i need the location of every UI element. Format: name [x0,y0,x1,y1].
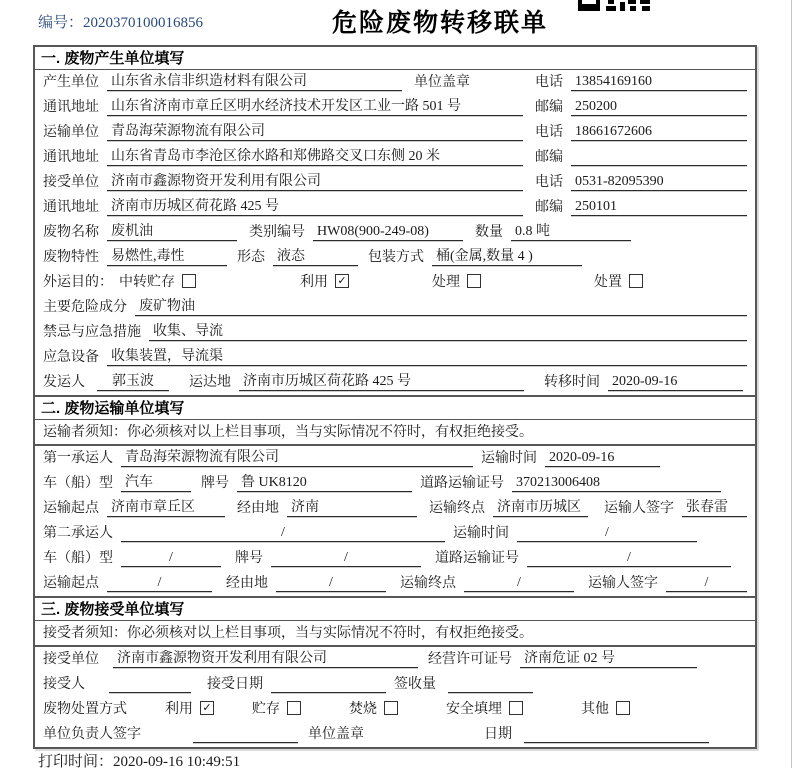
receiver-value: 济南市鑫源物资开发利用有限公司 [107,173,523,191]
plate1-value: 鲁 UK8120 [237,474,412,492]
row-equipment [35,345,755,370]
section-receiver [35,596,755,747]
via2-label: 经由地 [226,576,268,591]
carrier1-label: 第一承运人 [43,451,113,466]
disposal-option-other [581,698,630,718]
carrier2-time-value: / [517,524,697,542]
terminal2-value: / [464,574,574,592]
permit-value: 济南危证 02 号 [520,650,697,668]
packing-label: 包装方式 [368,250,424,265]
hazard-label: 主要危险成分 [43,300,127,315]
terminal1-value: 济南市历城区 [493,499,588,517]
character-label: 废物特性 [43,250,99,265]
row-receiver-address [35,195,755,220]
row-vehicle2 [35,546,755,571]
accept-date-value [271,676,386,693]
transporter-label: 运输单位 [43,125,99,140]
producer-address-label: 通讯地址 [43,100,99,115]
row-route2 [35,571,755,596]
origin2-label: 运输起点 [43,576,99,591]
packing-value: 桶(金属,数量 4 ) [432,248,582,266]
disposal-option-label: 安全填埋 [446,702,502,717]
via2-value: / [276,574,386,592]
receiver-label: 接受单位 [43,175,99,190]
checkbox-icon [467,274,481,288]
transporter-zip-value [571,149,747,166]
receiver-address-value: 济南市历城区荷花路 425 号 [107,198,523,216]
checkbox-icon [616,701,630,715]
permit-label: 经营许可证号 [428,652,512,667]
purpose-option-utilize [300,271,349,291]
producer-phone-label: 电话 [535,75,563,90]
section-producer-header: 一. 废物产生单位填写 [35,47,755,70]
print-time-line [38,750,240,768]
print-time-label: 打印时间： [38,754,114,768]
manifest-form-table [33,45,757,749]
section-receiver-header: 三. 废物接受单位填写 [35,598,755,621]
form-value: 液态 [273,248,358,266]
receiver-notice-text: 接受者须知：你必须核对以上栏目事项，当与实际情况不符时，有权拒绝接受。 [43,626,533,641]
purpose-option-dispose [594,271,643,291]
checkbox-icon [182,274,196,288]
section-transporter-header: 二. 废物运输单位填写 [35,397,755,420]
purpose-option-label: 中转贮存 [119,275,175,290]
accept-unit-label: 接受单位 [43,652,99,667]
checkbox-checked-icon: ✓ [335,274,349,288]
transfer-time-value: 2020-09-16 [608,373,743,391]
date-label: 日期 [484,727,512,742]
section-transporter [35,395,755,596]
carrier2-value: / [121,524,445,542]
head-sign-value [193,726,298,743]
row-disposal [35,697,755,722]
origin-label: 运输起点 [43,501,99,516]
transporter-notice-text: 运输者须知：你必须核对以上栏目事项，当与实际情况不符时，有权拒绝接受。 [43,425,533,440]
emergency-value: 收集、导流 [149,323,747,341]
license-label: 道路运输证号 [420,476,504,491]
sign-qty-value [448,676,533,693]
section-producer [35,47,755,395]
acceptor-value [109,676,191,693]
disposal-option-label: 焚烧 [349,702,377,717]
signature2-value: / [666,574,747,592]
destination-label: 运达地 [189,375,231,390]
unit-seal-label: 单位盖章 [308,727,364,742]
disposal-option-utilize [165,698,214,718]
category-label: 类别编号 [249,225,305,240]
producer-zip-value: 250200 [571,98,747,116]
row-receiver [35,170,755,195]
origin2-value: / [107,574,212,592]
receiver-zip-label: 邮编 [535,200,563,215]
signature-label: 运输人签字 [604,501,674,516]
row-producer-address [35,95,755,120]
signature2-label: 运输人签字 [588,576,658,591]
transport-time2-label: 运输时间 [453,526,509,541]
waste-name-label: 废物名称 [43,225,99,240]
row-producer [35,70,755,95]
page-edge-divider [791,0,792,768]
transporter-phone-value: 18661672606 [571,123,747,141]
sign-qty-label: 签收量 [394,677,436,692]
destination-value: 济南市历城区荷花路 425 号 [239,373,524,391]
quantity-label: 数量 [475,225,503,240]
transporter-address-value: 山东省青岛市李沧区徐水路和郑佛路交叉口东侧 20 米 [107,148,523,166]
producer-value: 山东省永信非织造材料有限公司 [107,73,402,91]
waste-name-value: 废机油 [107,223,237,241]
character-value: 易燃性,毒性 [107,248,227,266]
vehicle1-value: 汽车 [121,474,191,492]
category-value: HW08(900-249-08) [313,223,463,241]
checkbox-icon [629,274,643,288]
receiver-phone-label: 电话 [535,175,563,190]
disposal-option-incinerate [349,698,398,718]
row-transporter-notice [35,420,755,446]
row-purpose [35,270,755,295]
row-receiver-notice [35,621,755,647]
origin1-value: 济南市章丘区 [107,499,225,517]
vehicle2-value: / [121,549,221,567]
hazard-value: 废矿物油 [135,298,747,316]
carrier1-time-value: 2020-09-16 [545,449,660,467]
row-waste-name [35,220,755,245]
row-carrier2 [35,521,755,546]
transfer-time-label: 转移时间 [544,375,600,390]
carrier2-label: 第二承运人 [43,526,113,541]
accept-unit-value: 济南市鑫源物资开发利用有限公司 [113,650,418,668]
receiver-zip-value: 250101 [571,198,747,216]
acceptor-label: 接受人 [43,677,85,692]
plate2-value: / [271,549,421,567]
transporter-phone-label: 电话 [535,125,563,140]
quantity-value: 0.8 吨 [511,223,631,241]
disposal-option-label: 其他 [581,702,609,717]
receiver-address-label: 通讯地址 [43,200,99,215]
qr-code-icon [578,0,652,11]
row-route1 [35,496,755,521]
row-accept-unit [35,647,755,672]
head-sign-label: 单位负责人签字 [43,727,141,742]
row-shipper [35,370,755,395]
checkbox-icon [287,701,301,715]
via1-value: 济南 [287,499,417,517]
row-acceptor [35,672,755,697]
purpose-option-label: 处理 [432,275,460,290]
transporter-zip-label: 邮编 [535,150,563,165]
print-time-value: 2020-09-16 10:49:51 [113,754,241,768]
checkbox-icon [384,701,398,715]
date-value [524,726,709,743]
terminal-label: 运输终点 [429,501,485,516]
license2-value: / [527,549,731,567]
receiver-phone-value: 0531-82095390 [571,173,747,191]
signature1-value: 张春雷 [682,499,747,517]
row-emergency [35,320,755,345]
disposal-option-storage [252,698,301,718]
disposal-option-label: 贮存 [252,702,280,717]
serial-label: 编号： [38,15,84,31]
purpose-option-label: 处置 [594,275,622,290]
row-waste-character [35,245,755,270]
purpose-option-transfer-storage [119,271,196,291]
equipment-value: 收集装置，导流渠 [107,348,747,366]
row-hazard [35,295,755,320]
row-carrier1 [35,446,755,471]
accept-date-label: 接受日期 [207,677,263,692]
license1-value: 370213006408 [512,474,721,492]
purpose-option-treat [432,271,481,291]
vehicle2-label: 车（船）型 [43,551,113,566]
serial-value: 2020370100016856 [83,15,204,31]
plate-label: 牌号 [201,476,229,491]
transporter-value: 青岛海荣源物流有限公司 [107,123,523,141]
equipment-label: 应急设备 [43,350,99,365]
producer-address-value: 山东省济南市章丘区明水经济技术开发区工业一路 501 号 [107,98,523,116]
emergency-label: 禁忌与应急措施 [43,325,141,340]
plate2-label: 牌号 [235,551,263,566]
row-transporter [35,120,755,145]
terminal2-label: 运输终点 [400,576,456,591]
disposal-option-landfill [446,698,523,718]
checkbox-checked-icon: ✓ [200,701,214,715]
producer-label: 产生单位 [43,75,99,90]
disposal-option-label: 利用 [165,702,193,717]
carrier1-value: 青岛海荣源物流有限公司 [121,449,473,467]
form-label: 形态 [237,250,265,265]
producer-phone-value: 13854169160 [571,73,747,91]
vehicle-label: 车（船）型 [43,476,113,491]
license2-label: 道路运输证号 [435,551,519,566]
page-title: 危险废物转移联单 [331,9,548,37]
shipper-value: 郭玉波 [97,373,169,391]
via-label: 经由地 [237,501,279,516]
transporter-address-label: 通讯地址 [43,150,99,165]
shipper-label: 发运人 [43,375,85,390]
purpose-option-label: 利用 [300,275,328,290]
producer-zip-label: 邮编 [535,100,563,115]
row-head-signature [35,722,755,747]
transport-time-label: 运输时间 [481,451,537,466]
checkbox-icon [509,701,523,715]
row-vehicle1 [35,471,755,496]
producer-seal-label: 单位盖章 [414,75,470,90]
row-transporter-address [35,145,755,170]
disposal-label: 废物处置方式 [43,702,127,717]
purpose-label: 外运目的： [43,275,113,290]
